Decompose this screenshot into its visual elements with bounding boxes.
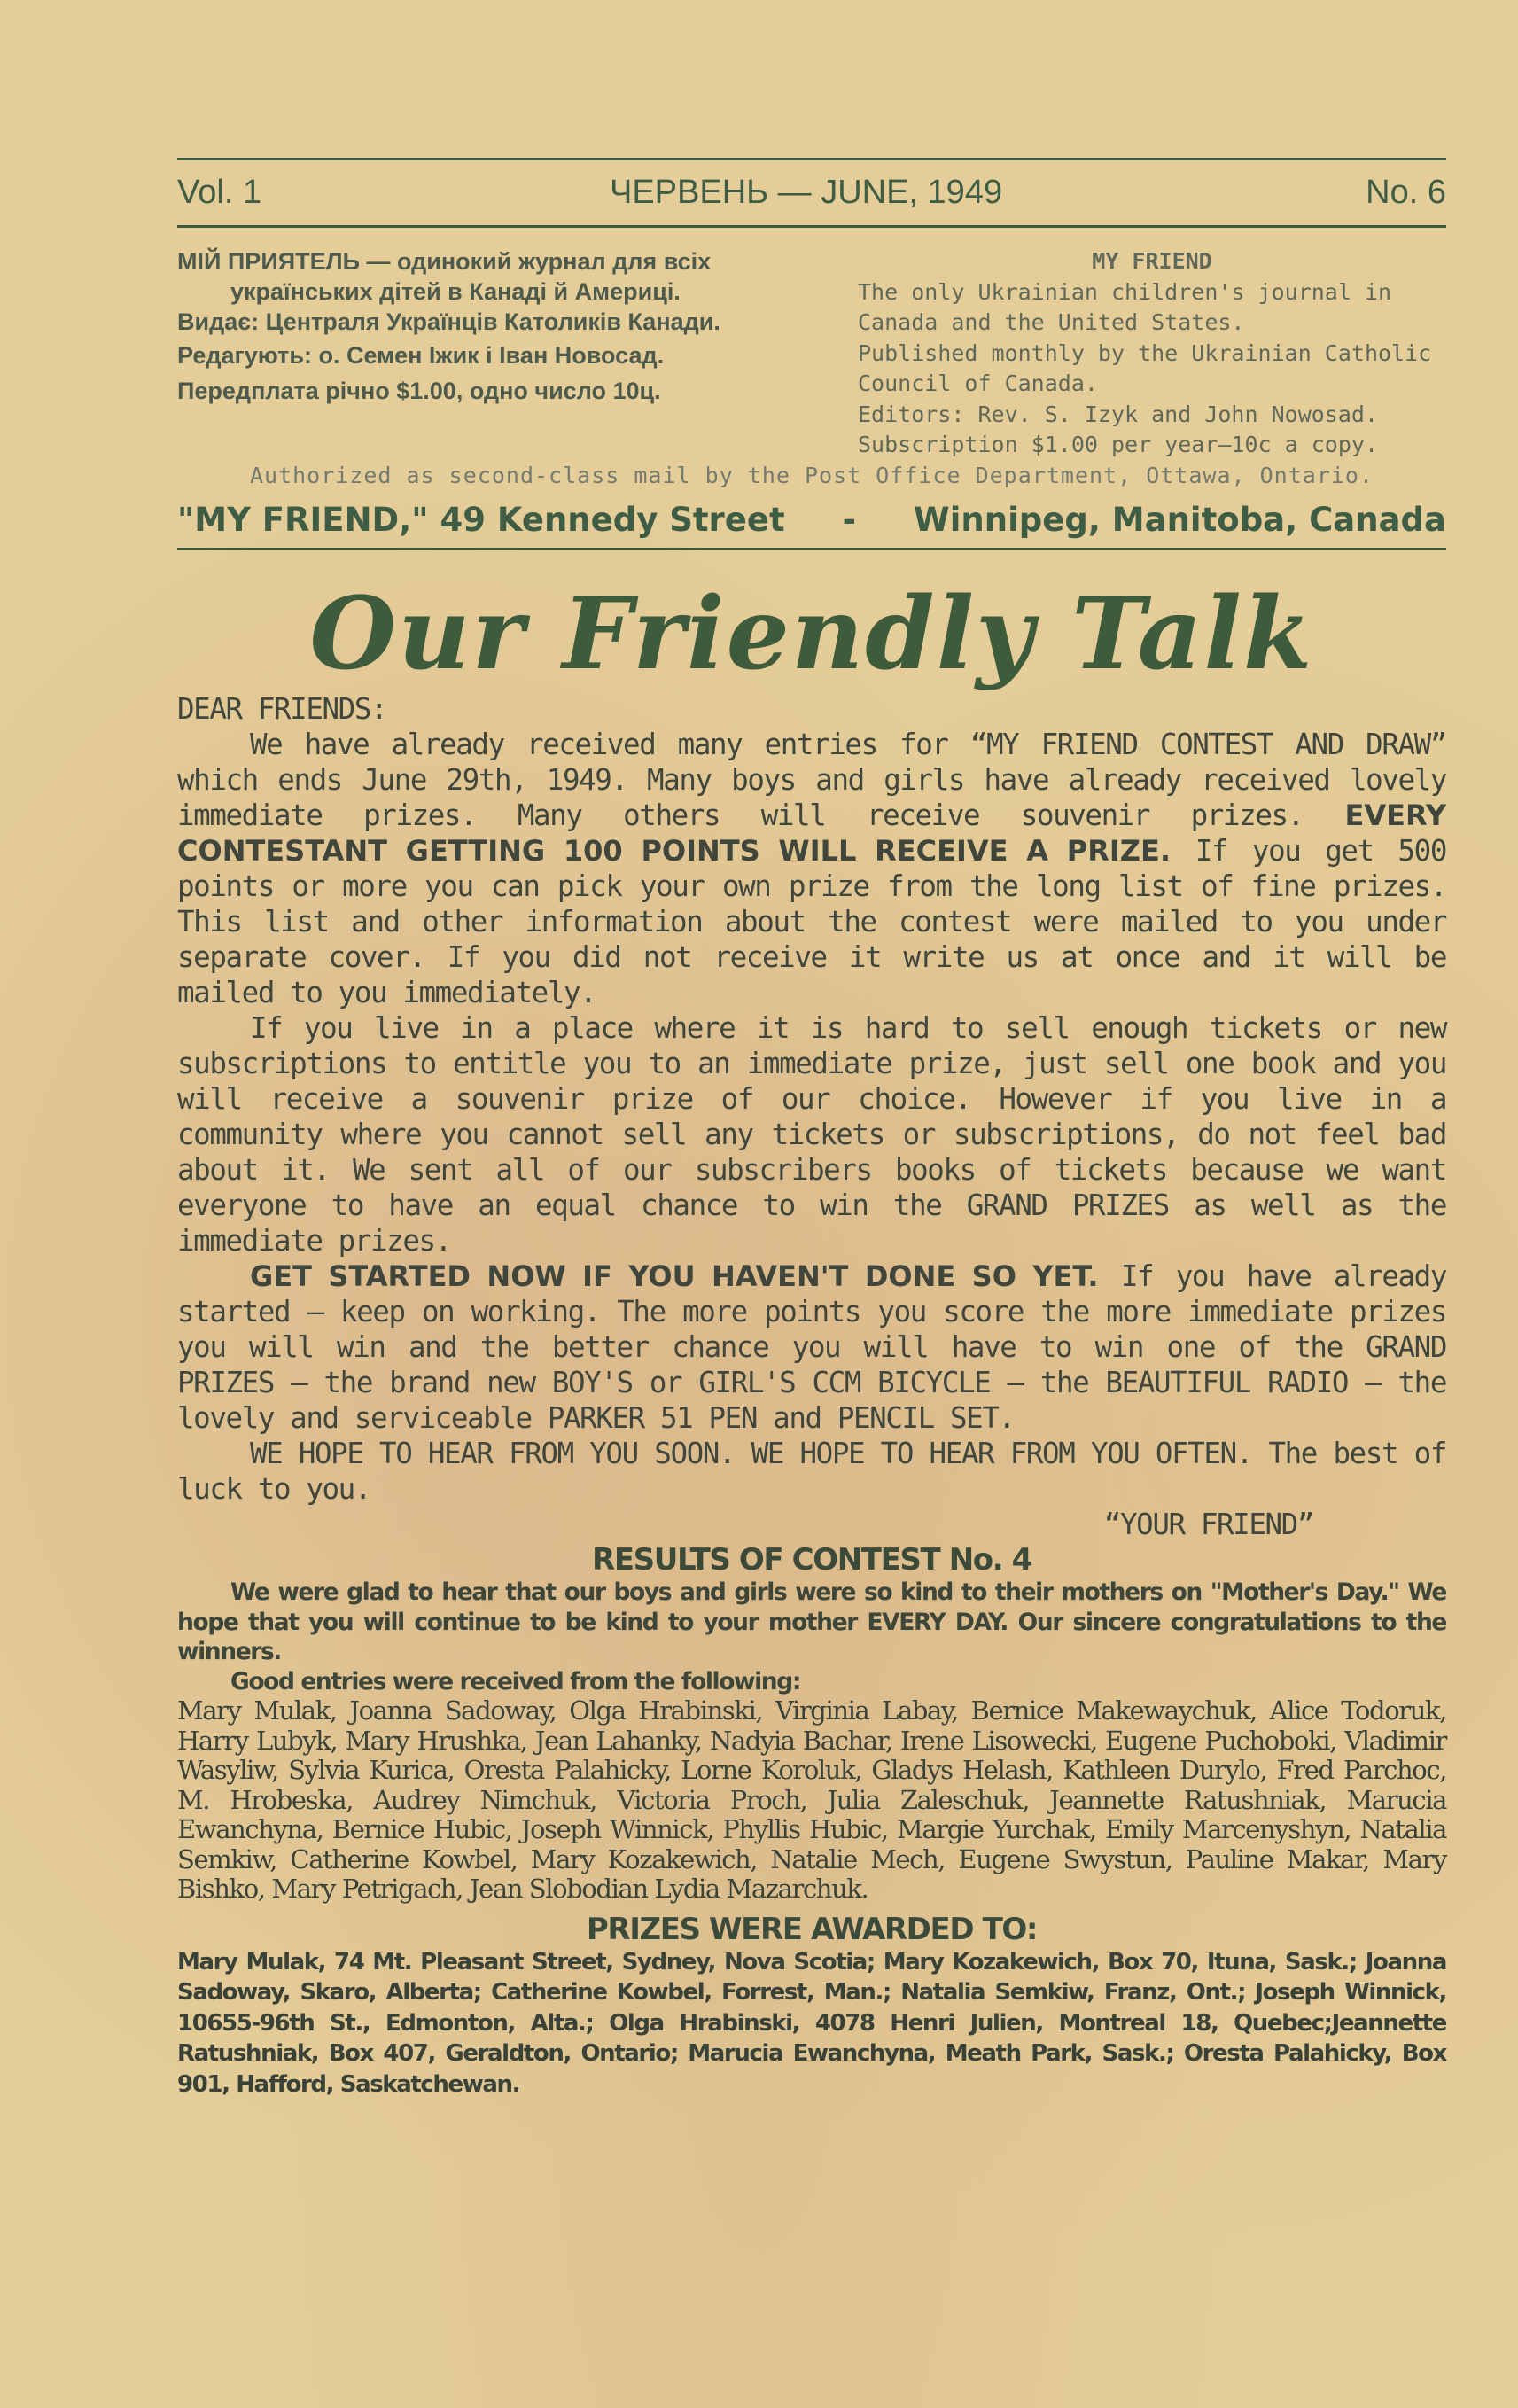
info-ua-line: МІЙ ПРИЯТЕЛЬ — одинокий журнал для всіх українських дітей в Канаді й Америці. — [177, 248, 712, 305]
info-ua-line: Видає: Централя Українців Католиків Канади. — [177, 308, 720, 335]
volume-label: Vol. 1 — [177, 174, 262, 211]
address-street: "MY FRIEND," 49 Kennedy Street — [177, 501, 785, 539]
masthead-rule — [177, 225, 1446, 228]
letter-paragraph: WE HOPE TO HEAR FROM YOU SOON. WE HOPE TO HEAR FROM YOU OFTEN. The best of luck to you. — [177, 1437, 1446, 1506]
page-title: Our Friendly Talk — [309, 576, 1314, 692]
info-english — [858, 246, 1446, 461]
info-en-line: Subscription $1.00 per year—10c a copy. — [858, 432, 1378, 457]
address-rule — [177, 548, 1446, 550]
paragraph-text: If you have already started — keep on working. The more points you score the more immediate prizes you will win and the better chance you will have to win one of the GRAND PRIZES — the brand new BOY'S or GIRL'S CCM BICYCLE — the BEAUTIFUL RADIO — the lovely and serviceable PARKER 51 PEN and PENCIL SET. — [177, 1259, 1447, 1435]
address-city: Winnipeg, Manitoba, Canada — [913, 501, 1446, 539]
letter-signature: “YOUR FRIEND” — [1103, 1508, 1313, 1541]
info-ukrainian — [177, 246, 789, 406]
prizes-heading: PRIZES WERE AWARDED TO: — [586, 1911, 1038, 1947]
issue-date: ЧЕРВЕНЬ — JUNE, 1949 — [610, 174, 1003, 211]
masthead — [177, 174, 1446, 218]
address-line — [177, 501, 1446, 539]
results-heading: RESULTS OF CONTEST No. 4 — [592, 1542, 1031, 1578]
letter-paragraph — [177, 727, 1446, 1010]
letter-paragraph: If you live in a place where it is hard to sell enough tickets or new subscriptions to entitle you to an immediate prize, just sell one book and you will receive a souvenir prize of our choice. However if you live in a community where you cannot sell any tickets or subscriptions, do not feel bad about it. We sent all of our subscribers books of tickets because we want everyone to have an equal chance to win the GRAND PRIZES as well as the immediate prizes. — [177, 1011, 1446, 1258]
entries-intro: Good entries were received from the following: — [230, 1667, 801, 1695]
paragraph-text: We have already received many entries for “MY FRIEND CONTEST AND DRAW” which ends June 29th, 1949. Many boys and girls have already received lovely immediate prizes. Many others will receive souvenir prizes. — [177, 728, 1446, 832]
issue-number: No. 6 — [1366, 174, 1446, 211]
top-rule — [177, 158, 1446, 160]
prizes-list: Mary Mulak, 74 Mt. Pleasant Street, Sydney, Nova Scotia; Mary Kozakewich, Box 70, Ituna, Sask.; Joanna Sadoway, Skaro, Alberta; Catherine Kowbel, Forrest, Man.; Natalia Semkiw, Franz, Ont.; Joseph Winnick, 10655-96th St., Edmonton, Alta.; Olga Hrabinski, 4078 Henri Julien, Montreal 18, Quebec;Jeannette Ratushniak, Box 407, Geraldton, Ontario; Marucia Ewanchyna, Meath Park, Sask.; Oresta Palahicky, Box 901, Hafford, Saskatchewan. — [177, 1948, 1446, 2098]
info-en-line: The only Ukrainian children's journal in Canada and the United States. — [858, 278, 1392, 335]
letter-paragraph — [177, 1259, 1446, 1436]
address-separator: - — [842, 501, 856, 539]
publication-info — [177, 246, 1446, 477]
info-en-line: Published monthly by the Ukrainian Catholic Council of Canada. — [858, 339, 1432, 396]
emphasis-text: EVERY CONTESTANT GETTING 100 POINTS WILL RECEIVE A PRIZE. — [177, 799, 1446, 868]
info-ua-line: Передплата річно $1.00, одно число 10ц. — [177, 378, 661, 404]
info-en-title: MY FRIEND — [1092, 248, 1212, 274]
letter-body — [177, 691, 1446, 2100]
letter-greeting: DEAR FRIENDS: — [177, 692, 387, 726]
info-en-line: Editors: Rev. S. Izyk and John Nowosad. — [858, 401, 1378, 427]
results-intro: We were glad to hear that our boys and girls were so kind to their mothers on "Mother's Day." We hope that you will continue to be kind to your mother EVERY DAY. Our sincere congratulations to the winners. — [177, 1578, 1446, 1665]
info-ua-line: Редагують: о. Семен Іжик і Іван Новосад. — [177, 342, 665, 369]
paragraph-text: If you get 500 points or more you can pick your own prize from the long list of fine prizes. This list and other information about the contest were mailed to you under separate cover. If you did not receive it write us at once and it will be mailed to you immediately. — [177, 834, 1446, 1009]
emphasis-text: GET STARTED NOW IF YOU HAVEN'T DONE SO YET. — [250, 1259, 1099, 1293]
entries-names: Mary Mulak, Joanna Sadoway, Olga Hrabinski, Virginia Labay, Bernice Makewaychuk, Alice Todoruk, Harry Lubyk, Mary Hrushka, Jean Lahanky, Nadyia Bachar, Irene Lisowecki, Eugene Puchoboki, Vladimir Wasyliw, Sylvia Kurica, Oresta Palahicky, Lorne Koroluk, Gladys Helash, Kathleen Durylo, Fred Parchoc, M. Hrobeska, Audrey Nimchuk, Victoria Proch, Julia Zaleschuk, Jeannette Ratushniak, Marucia Ewanchyna, Bernice Hubic, Joseph Winnick, Phyllis Hubic, Margie Yurchak, Emily Marcenyshyn, Natalia Semkiw, Catherine Kowbel, Mary Kozakewich, Natalie Mech, Eugene Swystun, Pauline Makar, Mary Bishko, Mary Petrigach, Jean Slobodian Lydia Mazarchuk. — [177, 1695, 1446, 1904]
mailing-authorization: Authorized as second-class mail by the Post Office Department, Ottawa, Ontario. — [249, 463, 1374, 488]
